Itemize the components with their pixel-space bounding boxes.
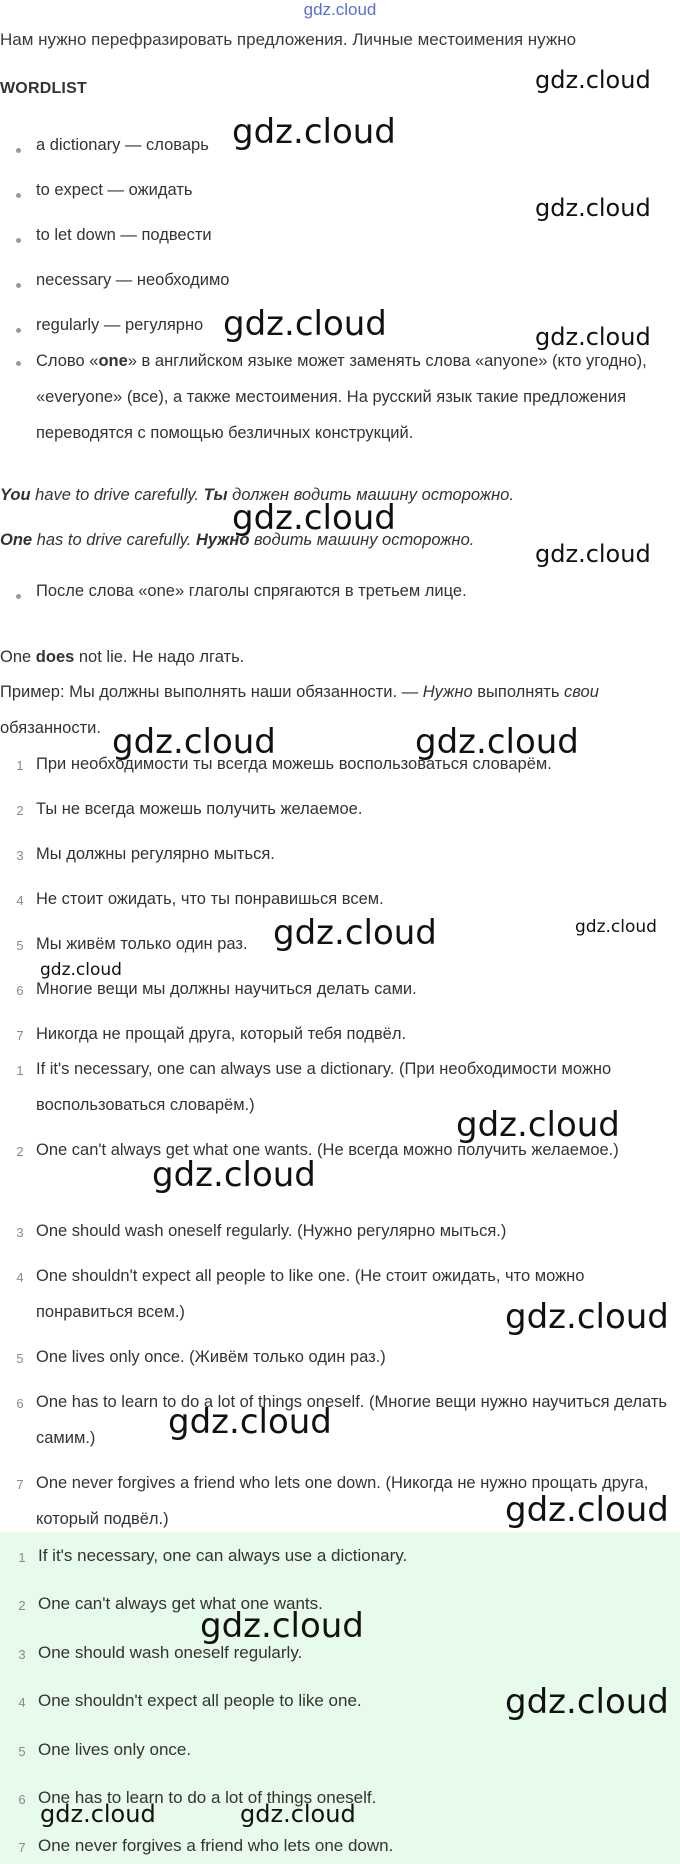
watermark: gdz.cloud: [240, 1800, 356, 1828]
final-number: 4: [18, 1695, 26, 1710]
watermark: gdz.cloud: [505, 1297, 669, 1337]
word-item: a dictionary — словарь: [36, 136, 209, 154]
example-text: водить машину осторожно.: [249, 531, 475, 549]
site-logo[interactable]: gdz.cloud: [303, 0, 377, 19]
note-text: » в английском языке может заменять слова «anyone» (кто угодно), «everyone» (все), а также местоимения. На русский язык такие предложения переводятся с помощью безличных конструкций.: [36, 352, 647, 442]
note-text: Слово «: [36, 352, 99, 370]
wordlist-heading: WORDLIST: [0, 80, 87, 97]
watermark: gdz.cloud: [575, 917, 657, 937]
does-bold: does: [35, 648, 75, 666]
primer-text: выполнять: [472, 683, 565, 701]
note-one: [36, 343, 656, 451]
answer-number: 5: [16, 1351, 24, 1366]
answer-item: One can't always get what one wants. (Не всегда можно получить желаемое.): [36, 1141, 619, 1159]
final-number: 5: [18, 1744, 26, 1759]
watermark: gdz.cloud: [535, 66, 651, 94]
task-number: 1: [16, 758, 24, 773]
bullet-icon: [16, 148, 21, 153]
final-number: 2: [18, 1598, 26, 1613]
bullet-icon: [16, 361, 21, 366]
watermark: gdz.cloud: [40, 1800, 156, 1828]
watermark: gdz.cloud: [505, 1682, 669, 1722]
answer-item: One lives only once. (Живём только один раз.): [36, 1348, 386, 1366]
task-item: Мы живём только один раз.: [36, 935, 248, 953]
task-item: Никогда не прощай друга, который тебя подвёл.: [36, 1025, 407, 1043]
task-item: Многие вещи мы должны научиться делать сами.: [36, 980, 417, 998]
watermark: gdz.cloud: [535, 323, 651, 351]
final-answer: One lives only once.: [38, 1740, 192, 1759]
watermark: gdz.cloud: [456, 1105, 620, 1145]
watermark: gdz.cloud: [168, 1402, 332, 1442]
example-bold: Нужно: [195, 531, 250, 549]
note-keyword: one: [98, 352, 128, 370]
watermark: gdz.cloud: [40, 960, 122, 980]
bullet-icon: [16, 594, 21, 599]
watermark: gdz.cloud: [505, 1490, 669, 1530]
word-item: to let down — подвести: [36, 226, 212, 244]
answer-number: 3: [16, 1225, 24, 1240]
intro-text: Нам нужно перефразировать предложения. Личные местоимения нужно: [0, 30, 577, 49]
watermark: gdz.cloud: [112, 722, 276, 762]
answer-number: 4: [16, 1270, 24, 1285]
watermark: gdz.cloud: [273, 913, 437, 953]
task-number: 7: [16, 1028, 24, 1043]
answer-number: 2: [16, 1144, 24, 1159]
example-bold: You: [0, 486, 31, 504]
example-bold: Ты: [203, 486, 228, 504]
does-example: [0, 648, 244, 667]
word-item: necessary — необходимо: [36, 271, 230, 289]
answer-item: One should wash oneself regularly. (Нужно регулярно мыться.): [36, 1222, 507, 1240]
does-text: One: [0, 648, 36, 666]
note-verb: После слова «one» глаголы спрягаются в третьем лице.: [36, 582, 467, 600]
primer-text: обязанности.: [0, 719, 101, 737]
does-text: not lie. Не надо лгать.: [74, 648, 245, 666]
primer-text: Пример: Мы должны выполнять наши обязанности. —: [0, 683, 423, 701]
example-text: have to drive carefully.: [30, 486, 204, 504]
final-answer: One can't always get what one wants.: [38, 1594, 323, 1613]
task-number: 3: [16, 848, 24, 863]
watermark: gdz.cloud: [232, 112, 396, 152]
answer-item: One shouldn't expect all people to like one. (Не стоит ожидать, что можно понравиться всем.): [36, 1267, 585, 1321]
answer-item: If it's necessary, one can always use a dictionary. (При необходимости можно воспользоваться словарём.): [36, 1060, 612, 1114]
watermark: gdz.cloud: [152, 1155, 316, 1195]
task-item: При необходимости ты всегда можешь воспользоваться словарём.: [36, 755, 552, 773]
answer-item: One never forgives a friend who lets one down. (Никогда не нужно прощать друга, который подвёл.): [36, 1474, 649, 1528]
final-answer: If it's necessary, one can always use a dictionary.: [38, 1546, 408, 1565]
task-number: 6: [16, 983, 24, 998]
final-number: 7: [18, 1840, 26, 1855]
watermark: gdz.cloud: [535, 194, 651, 222]
word-item: to expect — ожидать: [36, 181, 193, 199]
answer-number: 1: [16, 1063, 24, 1078]
primer-italic: свои: [564, 683, 599, 701]
watermark: gdz.cloud: [535, 540, 651, 568]
task-number: 5: [16, 938, 24, 953]
example-bold: One: [0, 531, 33, 549]
word-item: regularly — регулярно: [36, 316, 204, 334]
answer-item: One has to learn to do a lot of things oneself. (Многие вещи нужно научиться делать самим.): [36, 1393, 668, 1447]
final-number: 3: [18, 1647, 26, 1662]
bullet-icon: [16, 193, 21, 198]
task-number: 2: [16, 803, 24, 818]
answer-number: 7: [16, 1477, 24, 1492]
final-answer: One should wash oneself regularly.: [38, 1643, 303, 1662]
example-text: has to drive carefully.: [32, 531, 196, 549]
task-item: Не стоит ожидать, что ты понравишься всем.: [36, 890, 384, 908]
final-answer: One never forgives a friend who lets one down.: [38, 1836, 394, 1855]
watermark: gdz.cloud: [200, 1606, 364, 1646]
task-item: Ты не всегда можешь получить желаемое.: [36, 800, 363, 818]
bullet-icon: [16, 238, 21, 243]
bullet-icon: [16, 283, 21, 288]
final-number: 1: [18, 1550, 26, 1565]
bullet-icon: [16, 328, 21, 333]
watermark: gdz.cloud: [223, 304, 387, 344]
final-answer: One shouldn't expect all people to like one.: [38, 1691, 362, 1710]
primer-italic: Нужно: [422, 683, 473, 701]
task-item: Мы должны регулярно мыться.: [36, 845, 275, 863]
final-answer: One has to learn to do a lot of things oneself.: [38, 1788, 377, 1807]
final-number: 6: [18, 1792, 26, 1807]
watermark: gdz.cloud: [232, 498, 396, 538]
example-text: должен водить машину осторожно.: [227, 486, 514, 504]
task-number: 4: [16, 893, 24, 908]
watermark: gdz.cloud: [415, 722, 579, 762]
answer-number: 6: [16, 1396, 24, 1411]
